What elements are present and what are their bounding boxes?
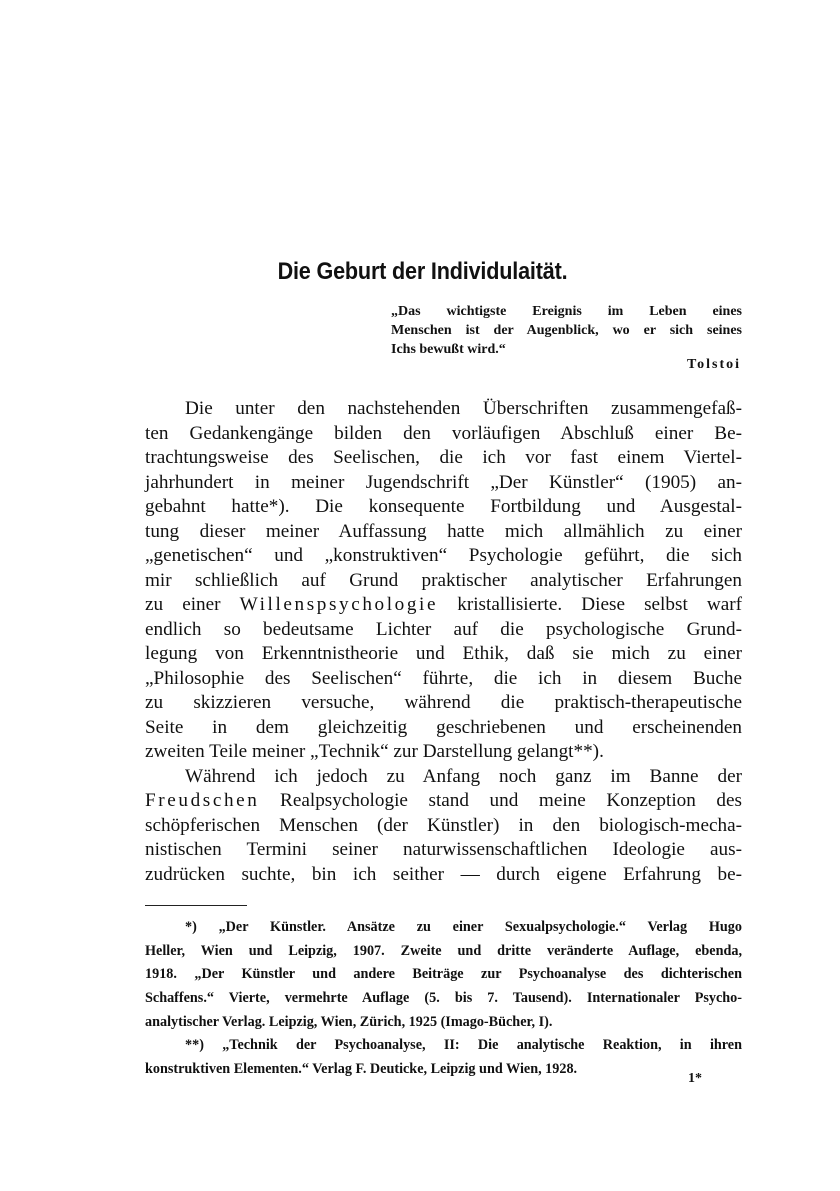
- footnote-line: analytischer Verlag. Leipzig, Wien, Zürich, 1925 (Imago-Bücher, I).: [145, 1013, 553, 1030]
- chapter-title: Die Geburt der Individulaität.: [277, 258, 568, 285]
- body-line: zweiten Teile meiner „Technik“ zur Darstellung gelangt**).: [145, 741, 604, 762]
- body-fragment: Realpsychologie stand und meine Konzeption des: [280, 790, 743, 811]
- body-line: schöpferischen Menschen (der Künstler) in den biologisch-mecha-: [145, 814, 742, 836]
- footnote-line: konstruktiven Elementen.“ Verlag F. Deuticke, Leipzig und Wien, 1928.: [145, 1061, 578, 1078]
- body-fragment: kristallisierte. Diese selbst warf: [457, 594, 743, 615]
- body-line: zu skizzieren versuche, während die praktisch-therapeutische: [145, 692, 742, 713]
- footnote-line: Heller, Wien und Leipzig, 1907. Zweite und dritte veränderte Auflage, ebenda,: [145, 942, 742, 959]
- footnote-rule: [145, 905, 247, 906]
- footnote-line: **) „Technik der Psychoanalyse, II: Die analytische Reaktion, in ihren: [185, 1037, 742, 1054]
- epigraph-line: Ichs bewußt wird.“: [391, 342, 506, 357]
- body-line: ten Gedankengänge bilden den vorläufigen Abschluß einer Be-: [145, 422, 742, 444]
- signature-mark: 1*: [688, 1071, 702, 1086]
- body-line: Die unter den nachstehenden Überschriften zusammengefaß-: [185, 398, 742, 419]
- footnote-line: *) „Der Künstler. Ansätze zu einer Sexualpsychologie.“ Verlag Hugo: [185, 919, 742, 935]
- body-line-composite: [145, 789, 742, 814]
- epigraph-line: „Das wichtigste Ereignis im Leben eines: [391, 304, 742, 319]
- body-line: „Philosophie des Seelischen“ führte, die ich in diesem Buche: [145, 667, 742, 689]
- body-line: tung dieser meiner Auffassung hatte mich allmählich zu einer: [145, 520, 742, 542]
- body-line: nistischen Termini seiner naturwissenschaftlichen Ideologie aus-: [145, 839, 742, 860]
- footnote-line: 1918. „Der Künstler und andere Beiträge zur Psychoanalyse des dichterischen: [145, 966, 742, 983]
- body-line: trachtungsweise des Seelischen, die ich vor fast einem Viertel-: [145, 447, 742, 468]
- emphasized-term: Freudschen: [145, 790, 260, 811]
- footnotes: [145, 916, 742, 1082]
- body-line: legung von Erkenntnistheorie und Ethik, daß sie mich zu einer: [145, 643, 742, 664]
- body-line: zudrücken suchte, bin ich seither — durch eigene Erfahrung be-: [145, 863, 742, 885]
- body-line: Seite in dem gleichzeitig geschriebenen und erscheinenden: [145, 716, 742, 738]
- epigraph-author: Tolstoi: [687, 357, 741, 372]
- body-text: [145, 397, 742, 887]
- epigraph: [391, 302, 742, 359]
- body-line-composite: [145, 593, 742, 618]
- body-line: mir schließlich auf Grund praktischer analytischer Erfahrungen: [145, 569, 742, 591]
- body-fragment: zu einer: [145, 594, 221, 615]
- body-line: „genetischen“ und „konstruktiven“ Psychologie geführt, die sich: [145, 545, 742, 566]
- epigraph-line: Menschen ist der Augenblick, wo er sich seines: [391, 323, 742, 338]
- body-line: jahrhundert in meiner Jugendschrift „Der Künstler“ (1905) an-: [145, 471, 742, 493]
- body-line: endlich so bedeutsame Lichter auf die psychologische Grund-: [145, 618, 742, 640]
- emphasized-term: Willenspsychologie: [239, 594, 439, 615]
- body-line: Während ich jedoch zu Anfang noch ganz im Banne der: [185, 765, 742, 787]
- footnote-line: Schaffens.“ Vierte, vermehrte Auflage (5. bis 7. Tausend). Internationaler Psycho-: [145, 990, 742, 1007]
- body-line: gebahnt hatte*). Die konsequente Fortbildung und Ausgestal-: [145, 496, 742, 517]
